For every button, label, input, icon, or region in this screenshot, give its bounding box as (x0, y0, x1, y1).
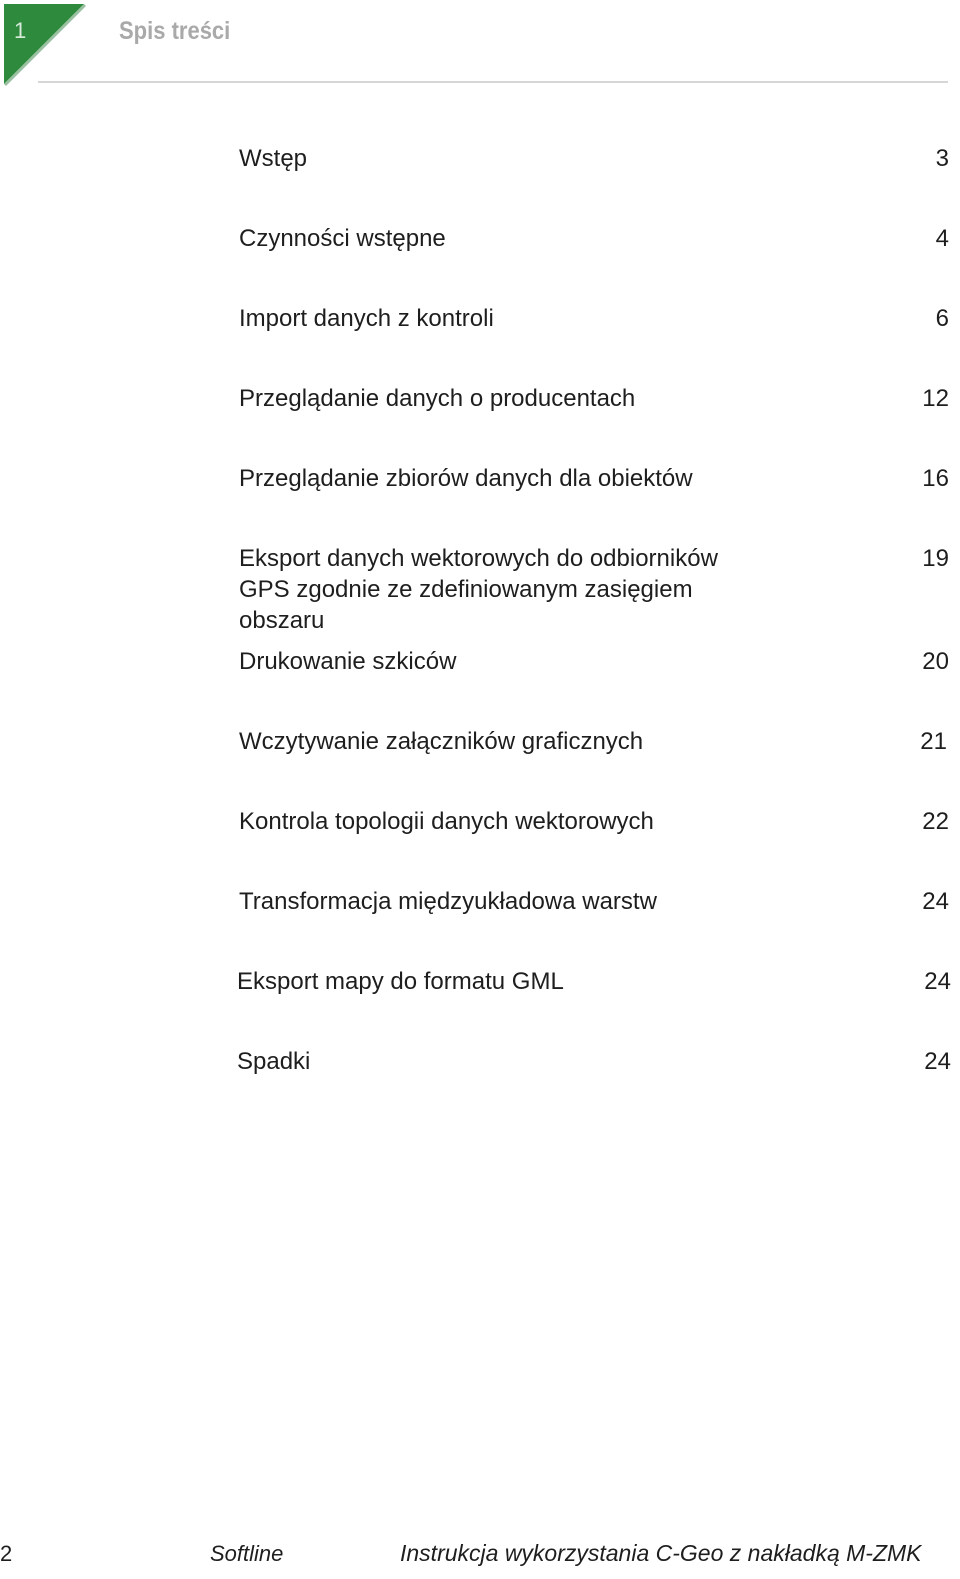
toc-entry-page: 24 (922, 888, 949, 915)
toc-entry-title: Przeglądanie danych o producentach (239, 385, 636, 412)
toc-entry[interactable] (239, 543, 949, 636)
toc-entry-title: Spadki (237, 1048, 311, 1075)
toc-entry-page: 16 (922, 465, 949, 492)
toc-entry-title: Czynności wstępne (239, 225, 446, 252)
toc-entry-title: Import danych z kontroli (239, 305, 494, 332)
toc-entry-title: Eksport danych wektorowych do odbiorników GPS zgodnie ze zdefiniowanym zasięgiem obszaru (239, 545, 718, 634)
toc-entry-page: 19 (922, 545, 949, 572)
page-title: Spis treści (119, 17, 231, 45)
toc-entry-page: 24 (924, 968, 951, 995)
toc-entry-title: Przeglądanie zbiorów danych dla obiektów (239, 465, 693, 492)
header-divider (38, 81, 948, 83)
chapter-corner-icon (0, 0, 90, 90)
toc-entry-title: Eksport mapy do formatu GML (237, 968, 564, 995)
toc-entry-page: 24 (924, 1048, 951, 1075)
footer-page-number: 2 (0, 1541, 13, 1566)
toc-entry-page: 4 (935, 225, 949, 252)
footer-document-title: Instrukcja wykorzystania C-Geo z nakładką M-ZMK (400, 1540, 922, 1566)
toc-entry-page: 6 (935, 305, 949, 332)
toc-entry-page: 12 (922, 385, 949, 412)
toc-entry-page: 3 (935, 145, 949, 172)
toc-entry-title: Kontrola topologii danych wektorowych (239, 808, 654, 835)
chapter-number: 1 (14, 18, 27, 43)
toc-entry-title: Wczytywanie załączników graficznych (239, 728, 644, 755)
toc-entry-page: 22 (922, 808, 949, 835)
toc-entry-page: 21 (920, 728, 947, 755)
toc-entry-title: Transformacja międzyukładowa warstw (239, 888, 657, 915)
toc-entry-page: 20 (922, 648, 949, 675)
toc-entry-title: Drukowanie szkiców (239, 648, 457, 675)
toc-entry-title: Wstęp (239, 145, 308, 172)
footer-company: Softline (210, 1541, 284, 1566)
